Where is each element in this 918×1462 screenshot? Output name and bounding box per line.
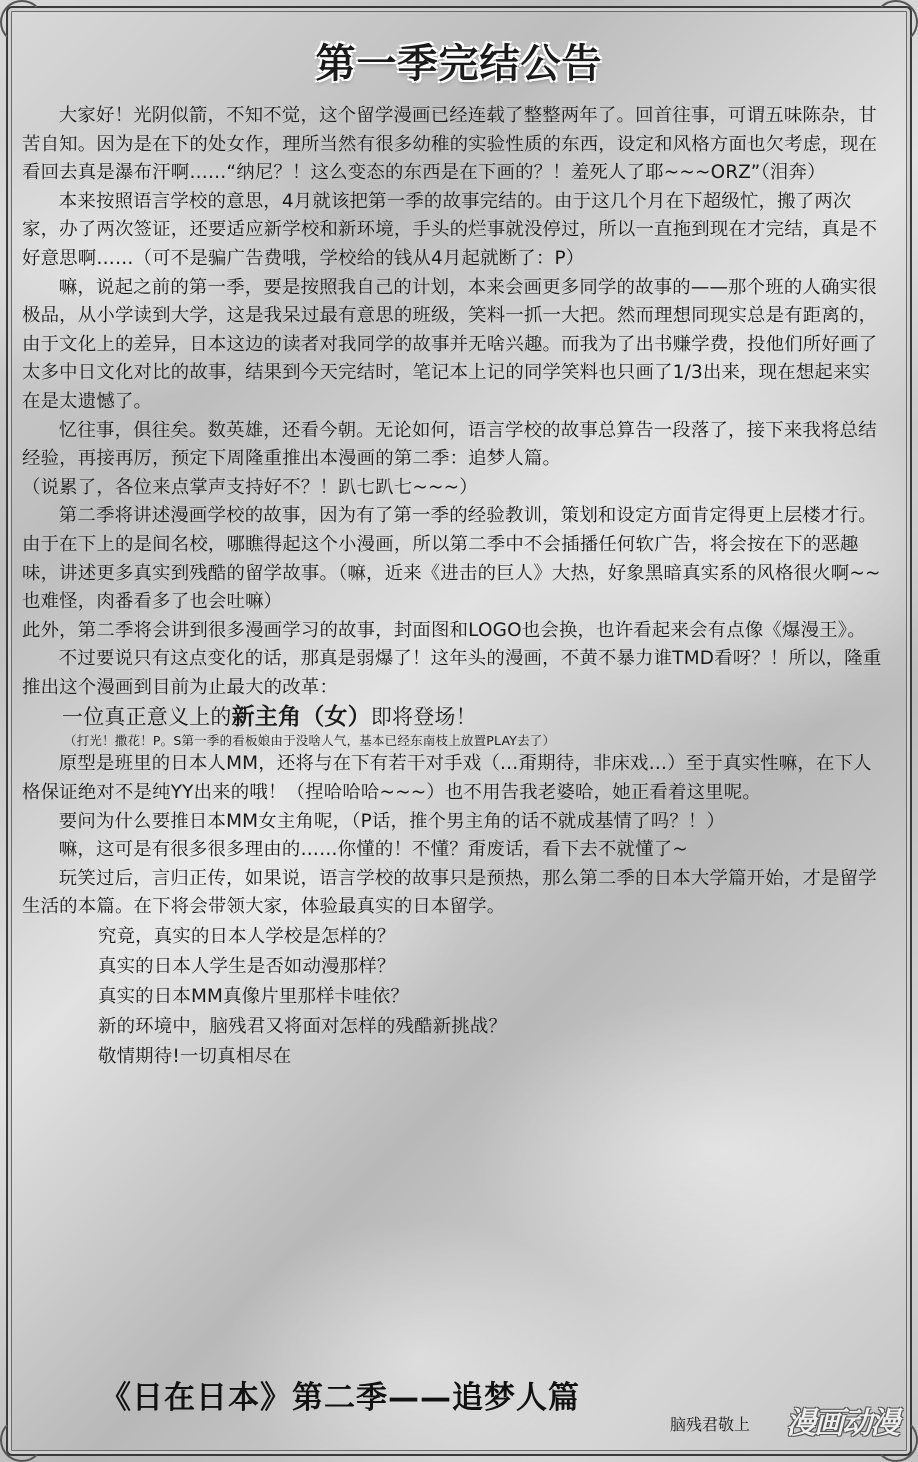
new-heroine-announcement	[22, 702, 888, 732]
announce-prefix: 一位真正意义上的	[62, 705, 232, 730]
paragraph: 大家好！光阴似箭，不知不觉，这个留学漫画已经连载了整整两年了。回首往事，可谓五味陈杂，甘苦自知。因为是在下的处女作，理所当然有很多幼稚的实验性质的东西，设定和风格方面也欠考虑，现在看回去真是瀑布汗啊……“纳尼？！这么变态的东西是在下画的？！羞死人了耶~~~ORZ”（泪奔）	[22, 105, 878, 184]
watermark-logo: 漫画动漫	[786, 1406, 898, 1441]
paragraph: 不过要说只有这点变化的话，那真是弱爆了！这年头的漫画，不黄不暴力谁TMD看呀？！所以，隆重推出这个漫画到目前为止最大的改革：	[22, 648, 882, 698]
announce-suffix: 即将登场！	[370, 705, 477, 730]
page-title: 第一季完结公告	[315, 41, 603, 87]
announcement-body	[22, 102, 888, 1072]
season-two-title: 《日在日本》第二季——追梦人篇	[100, 1380, 580, 1416]
paragraph: 嘛，这可是有很多很多理由的……你懂的！不懂？甭废话，看下去不就懂了~	[58, 839, 688, 861]
paragraph: 此外，第二季将会讲到很多漫画学习的故事，封面图和LOGO也会换，也许看起来会有点像《爆漫王》。	[22, 619, 866, 641]
paragraph: （说累了，各位来点掌声支持好不？！趴七趴七~~~）	[22, 476, 478, 498]
paragraph: 第二季将讲述漫画学校的故事，因为有了第一季的经验教训，策划和设定方面肯定得更上层楼才行。由于在下上的是间名校，哪瞧得起这个小漫画，所以第二季中不会插播任何软广告，将会按在下的恶趣味，讲述更多真实到残酷的留学故事。（嘛，近来《进击的巨人》大热，好象黑暗真实系的风格很火啊~~也难怪，肉番看多了也会吐嘛）	[22, 505, 881, 613]
announcement-note: （打光！撒花！P。S第一季的看板娘由于没啥人气，基本已经东南枝上放置PLAY去了）	[64, 733, 556, 749]
question-list	[22, 922, 888, 1072]
list-item: 新的环境中，脑残君又将面对怎样的残酷新挑战？	[98, 1016, 507, 1038]
list-item: 究竟，真实的日本人学校是怎样的？	[98, 926, 396, 948]
paragraph: 玩笑过后，言归正传，如果说，语言学校的故事只是预热，那么第二季的日本大学篇开始，才是留学生活的本篇。在下将会带领大家，体验最真实的日本留学。	[22, 867, 877, 918]
corner-ornament-icon	[0, 1418, 44, 1462]
paragraph: 本来按照语言学校的意思，4月就该把第一季的故事完结的。由于这几个月在下超级忙，搬了两次家，办了两次签证，还要适应新学校和新环境，手头的烂事就没停过，所以一直拖到现在才完结，真是不好意思啊……（可不是骗广告费哦，学校给的钱从4月起就断了：P）	[22, 190, 878, 269]
paragraph: 原型是班里的日本人MM，还将与在下有若干对手戏（…甭期待，非床戏…）至于真实性嘛，在下人格保证绝对不是纯YY出来的哦！（捏哈哈哈~~~）也不用告我老婆哈，她正看着这里呢。	[22, 753, 872, 804]
list-item: 真实的日本人学生是否如动漫那样？	[98, 956, 396, 978]
paragraph: 要问为什么要推日本MM女主角呢，（P话，推个男主角的话不就成基情了吗？！）	[58, 810, 726, 832]
list-item: 敬情期待!一切真相尽在	[98, 1046, 292, 1068]
paragraph: 忆往事，俱往矣。数英雄，还看今朝。无论如何，语言学校的故事总算告一段落了，接下来我将总结经验，再接再厉，预定下周隆重推出本漫画的第二季：追梦人篇。	[22, 419, 877, 470]
list-item: 真实的日本MM真像片里那样卡哇依？	[98, 986, 409, 1008]
signature: 脑残君敬上	[669, 1415, 750, 1434]
paragraph: 嘛，说起之前的第一季，要是按照我自己的计划，本来会画更多同学的故事的——那个班的人确实很极品，从小学读到大学，这是我呆过最有意思的班级，笑料一抓一大把。然而理想同现实总是有距离的，由于文化上的差异，日本这边的读者对我同学的故事并无啥兴趣。而我为了出书赚学费，投他们所好画了太多中日文化对比的故事，结果到今天完结时，笔记本上记的同学笑料也只画了1/3出来，现在想起来实在是太遗憾了。	[22, 276, 878, 412]
announce-highlight: 新主角（女）	[231, 704, 371, 731]
